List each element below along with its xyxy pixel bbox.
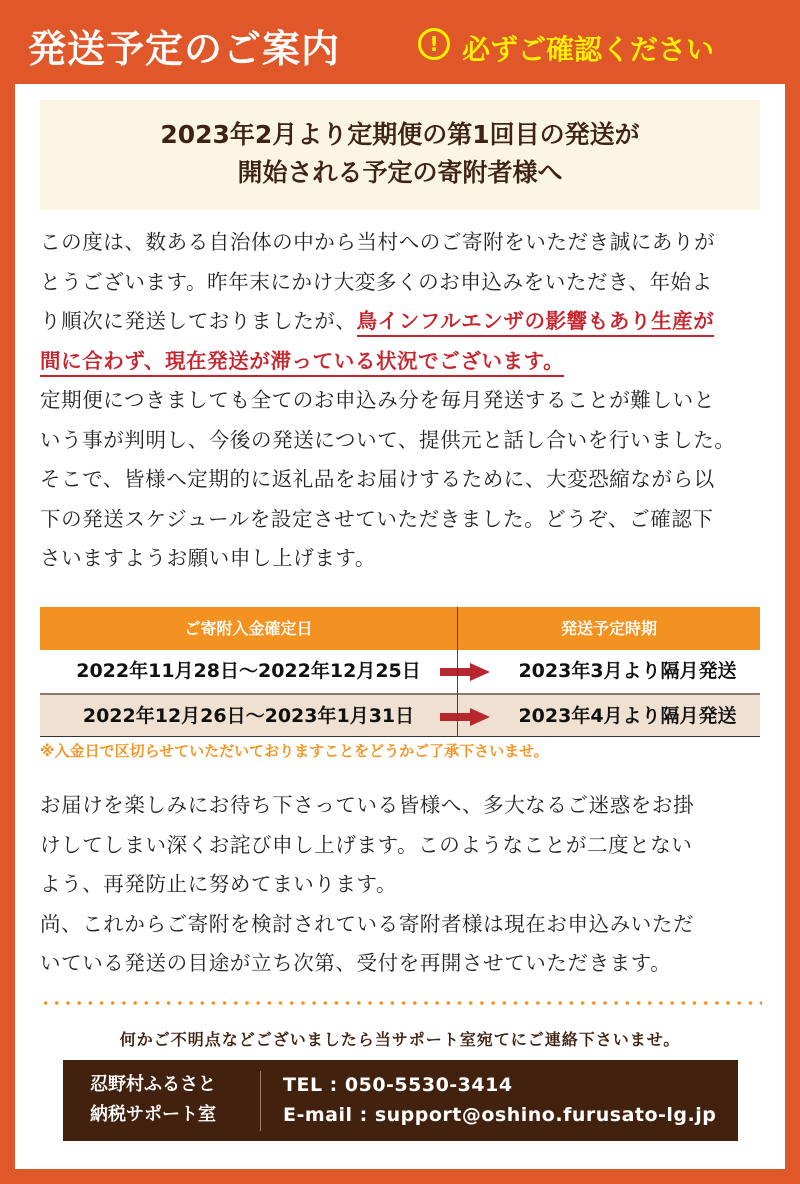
- table-header-shipping: 発送予定時期: [458, 607, 760, 650]
- shipping-cell: 2023年3月より隔月発送: [518, 660, 737, 682]
- text-line: いている発送の目途が立ち次第、受付を再開させていただきます。: [40, 951, 672, 975]
- org-line: 納税サポート室: [90, 1104, 216, 1125]
- org-line: 忍野村ふるさと: [90, 1074, 216, 1095]
- arrow-right-icon: [440, 663, 490, 681]
- text-line: いう事が判明し、今後の発送について、提供元と話し合いを行いました。: [40, 427, 736, 452]
- organization-name: [83, 1070, 223, 1130]
- contact-box: [63, 1060, 738, 1141]
- table-row: [40, 693, 760, 736]
- title-line-1: 2023年2月より定期便の第1回目の発送が: [160, 120, 640, 149]
- text-line: [40, 342, 735, 382]
- header-alert-text: 必ずご確認ください: [462, 33, 715, 66]
- text-line: さいますようお願い申し上げます。: [40, 546, 376, 570]
- contact-info: [283, 1070, 716, 1130]
- text-line: [40, 302, 735, 342]
- text-line: そこで、皆様へ定期的に返礼品をお届けするために、大変恐縮ながら以: [40, 467, 715, 491]
- title-box: [40, 100, 760, 210]
- text-line: 定期便につきましても全てのお申込み分を毎月発送することが難しいと: [40, 388, 715, 412]
- contact-divider: [260, 1071, 261, 1131]
- apology-paragraph: [40, 786, 694, 984]
- schedule-table: [40, 607, 760, 737]
- alert-icon: !: [418, 28, 450, 60]
- text-line: 尚、これからご寄附を検討されている寄附者様は現在お申込みいただ: [40, 911, 695, 936]
- header: [0, 0, 800, 85]
- highlight-text: 鳥インフルエンザの影響もあり生産が: [357, 309, 715, 337]
- text-line: けしてしまい深くお詫び申し上げます。このようなことが二度とない: [40, 832, 693, 857]
- highlight-text: 間に合わず、現在発送が滞っている状況でございます。: [40, 349, 564, 377]
- table-row: [40, 650, 760, 693]
- text-line: よう、再発防止に努めてまいります。: [40, 872, 398, 896]
- period-cell: 2022年12月26日～2023年1月31日: [82, 705, 415, 727]
- shipping-cell: 2023年4月より隔月発送: [518, 705, 737, 727]
- title-line-2: 開始される予定の寄附者様へ: [237, 158, 563, 187]
- email-address[interactable]: E-mail : support@oshino.furusato-lg.jp: [283, 1104, 717, 1126]
- text-line: この度は、数ある自治体の中から当村へのご寄附をいただき誠にありが: [40, 230, 716, 254]
- text-segment: り順次に発送しておりましたが、: [40, 309, 357, 333]
- period-cell: 2022年11月28日～2022年12月25日: [76, 660, 421, 682]
- phone-number[interactable]: TEL : 050-5530-3414: [283, 1074, 513, 1096]
- header-title: 発送予定のご案内: [28, 27, 341, 71]
- dotted-divider: [40, 1001, 762, 1005]
- table-note: ※入金日で区切らせていただいておりますことをどうかご了承下さいませ。: [40, 742, 549, 760]
- column-divider: [457, 607, 458, 737]
- arrow-right-icon: [440, 708, 490, 726]
- text-line: 下の発送スケジュールを設定させていただきました。どうぞ、ご確認下: [40, 506, 714, 531]
- table-header-payment-date: ご寄附入金確定日: [40, 607, 457, 650]
- contact-note: 何かご不明点などございましたら当サポート室宛てにご連絡下さいませ。: [119, 1030, 681, 1049]
- text-line: お届けを楽しみにお待ち下さっている皆様へ、多大なるご迷惑をお掛: [40, 793, 695, 817]
- intro-paragraph: [40, 223, 735, 579]
- text-line: とうございます。昨年末にかけ大変多くのお申込みをいただき、年始よ: [40, 269, 713, 294]
